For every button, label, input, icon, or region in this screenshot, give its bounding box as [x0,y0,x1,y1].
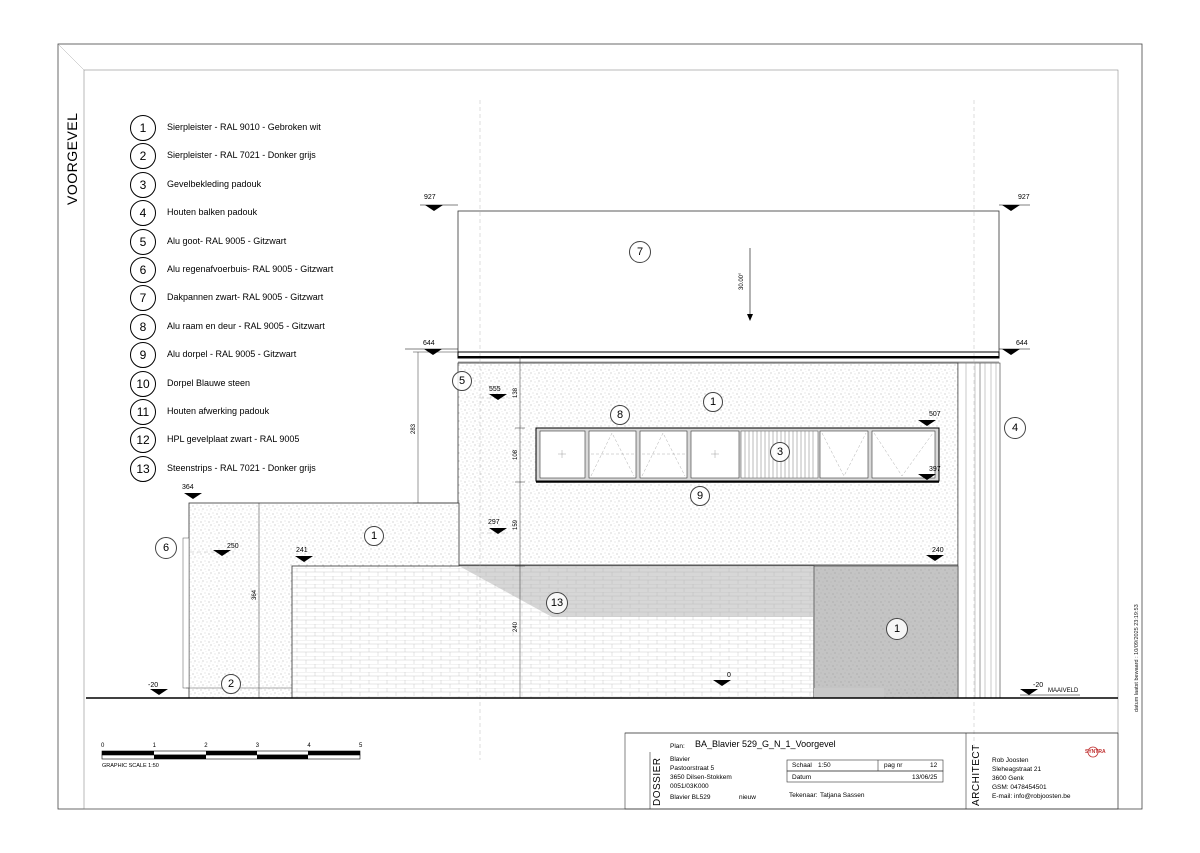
legend-text: Gevelbekleding padouk [167,178,262,189]
dim-364: 364 [252,589,258,600]
scale-bar-graphic [102,751,360,759]
legend-text: Sierpleister - RAL 7021 - Donker grijs [167,150,316,161]
level-label-roof-right: 927 [1018,194,1030,201]
architect-name: Rob Joosten [992,757,1029,764]
legend-number: 7 [130,285,156,311]
legend-number: 8 [130,314,156,340]
architect-phone: GSM: 0478454501 [992,784,1047,791]
architect-label: ARCHITECT [971,744,982,806]
legend-number: 2 [130,143,156,169]
client-name: Blavier [670,756,690,763]
plan-name: BA_Blavier 529_G_N_1_Voorgevel [695,739,836,749]
dim-108: 108 [513,449,519,460]
last-saved-stamp: datum laatst bewaard : 10/09/2025 23:19:53 [1134,604,1140,712]
legend-text: Alu dorpel - RAL 9005 - Gitzwart [167,349,297,360]
level-label-ground-right: -20 [1033,682,1044,689]
ground-label: MAAIVELD [1048,688,1079,694]
legend-text: Dakpannen zwart- RAL 9005 - Gitzwart [167,292,324,303]
date-label: Datum [792,774,812,781]
legend-number: 4 [130,200,156,226]
material-tag: 4 [1004,417,1026,439]
client-ref: 0051/03K000 [670,783,709,790]
dim-159: 159 [513,519,519,530]
client-street: Pastoorstraat 5 [670,765,715,772]
date-value: 13/06/25 [912,774,938,781]
material-tag: 3 [770,442,790,462]
client-city: 3650 Dilsen-Stokkem [670,774,732,781]
architect-street: Sleheagstraat 21 [992,766,1042,773]
sheet-title: VOORGEVEL [64,112,80,205]
architect-email: E-mail: info@robjoosten.be [992,793,1071,800]
material-tag: 7 [629,241,651,263]
drawer-value: Tatjana Sassen [820,792,865,799]
material-tag: 2 [221,674,241,694]
legend-text: Dorpel Blauwe steen [167,377,251,388]
dim-240: 240 [513,621,519,632]
scale-tick-label: 0 [101,743,105,749]
dim-283: 283 [411,423,417,434]
legend-text: Alu goot- RAL 9005 - Gitzwart [167,235,287,246]
legend-number: 6 [130,257,156,283]
level-label-eave-left: 644 [423,340,435,347]
level-label-window-sill: 397 [929,466,941,473]
level-label-entrance: 0 [727,672,731,679]
drawer-label: Tekenaar: [789,792,818,799]
scale-tick-label: 4 [307,743,311,749]
architect-city: 3600 Genk [992,775,1024,782]
legend-number: 10 [130,371,156,397]
material-tag: 1 [886,618,908,640]
page-label: pag nr [884,762,903,769]
legend-number: 9 [130,342,156,368]
scale-tick-label: 3 [255,743,260,749]
legend-text: Houten balken padouk [167,207,258,218]
project-status: nieuw [739,794,756,801]
dossier-label: DOSSIER [652,757,663,806]
legend-text: Houten afwerking padouk [167,406,270,416]
material-tag: 1 [364,526,384,546]
roof-pitch-label: 30.00° [739,272,745,290]
level-label-annex-250: 250 [227,543,239,550]
level-label-annex-top: 364 [182,484,194,491]
legend-number: 12 [130,427,156,453]
level-label-window-top: 507 [929,411,941,418]
project-code: Blavier BL529 [670,794,711,801]
scale-value: 1:50 [818,762,831,769]
legend-text: Steenstrips - RAL 7021 - Donker grijs [167,462,316,473]
level-label-eave-right: 644 [1016,340,1028,347]
page-value: 12 [930,762,938,769]
material-tag: 5 [452,371,472,391]
level-label-plinth-right: 240 [932,547,944,554]
legend-text: Sierpleister - RAL 9010 - Gebroken wit [167,122,321,132]
syntra-logo: SYNTRA [1085,749,1106,755]
scale-tick-label: 2 [204,743,208,749]
scale-bar-label: GRAPHIC SCALE 1:50 [102,763,159,769]
material-tag: 13 [546,592,568,614]
material-tag: 6 [155,537,177,559]
level-label-gutter: 555 [489,386,501,393]
scale-tick-label: 5 [359,743,363,749]
scale-label: Schaal [792,762,812,769]
material-tag: 1 [703,392,723,412]
scale-tick-label: 1 [152,743,156,749]
legend-number: 11 [130,399,156,425]
legend-text: HPL gevelplaat zwart - RAL 9005 [167,434,300,445]
legend-number: 5 [130,229,156,255]
level-label-ground-left: -20 [148,682,159,689]
level-label-plinth-left: 241 [296,547,308,554]
legend-number: 3 [130,172,156,198]
plan-label: Plan: [670,743,685,750]
legend-number: 13 [130,456,156,482]
legend-number: 1 [130,115,156,141]
material-tag: 8 [610,405,630,425]
level-label-roof-left: 927 [424,194,436,201]
legend-text: Alu raam en deur - RAL 9005 - Gitzwart [167,320,325,331]
legend-text: Alu regenafvoerbuis- RAL 9005 - Gitzwart [167,264,334,274]
dim-138: 138 [513,387,519,398]
material-tag: 9 [690,486,710,506]
level-label-upper-floor: 297 [488,519,500,526]
